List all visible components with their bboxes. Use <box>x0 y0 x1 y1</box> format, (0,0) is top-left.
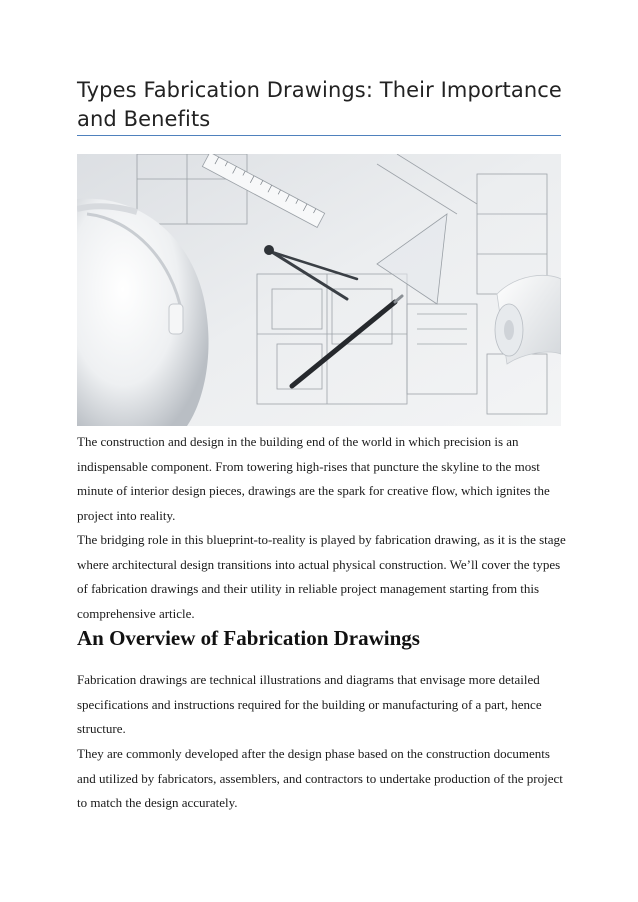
title-underline <box>77 135 561 136</box>
blueprint-illustration <box>77 154 561 426</box>
bridging-paragraph: The bridging role in this blueprint-to-reality is played by fabrication drawing, as it is the stage where architectural design transitions into actual physical construction. We’ll cover the types of fabrication drawings and their utility in reliable project management starting from this comprehensive article. <box>77 532 566 621</box>
blueprint-photo <box>77 154 561 426</box>
page-title: Types Fabrication Drawings: Their Importance and Benefits <box>77 78 562 131</box>
definition-paragraph: Fabrication drawings are technical illustrations and diagrams that envisage more detailed specifications and instructions required for the building or manufacturing of a part, hence structure. <box>77 672 542 736</box>
section-heading: An Overview of Fabrication Drawings <box>77 626 420 650</box>
intro-paragraph: The construction and design in the building end of the world in which precision is an indispensable component. From towering high-rises that puncture the skyline to the most minute of interior design pieces, drawings are the spark for creative flow, which ignites the project into reality. <box>77 434 550 523</box>
usage-paragraph: They are commonly developed after the design phase based on the construction documents and utilized by fabricators, assemblers, and contractors to undertake production of the project to match the design accurately. <box>77 746 563 810</box>
rolled-blueprints <box>495 275 561 364</box>
